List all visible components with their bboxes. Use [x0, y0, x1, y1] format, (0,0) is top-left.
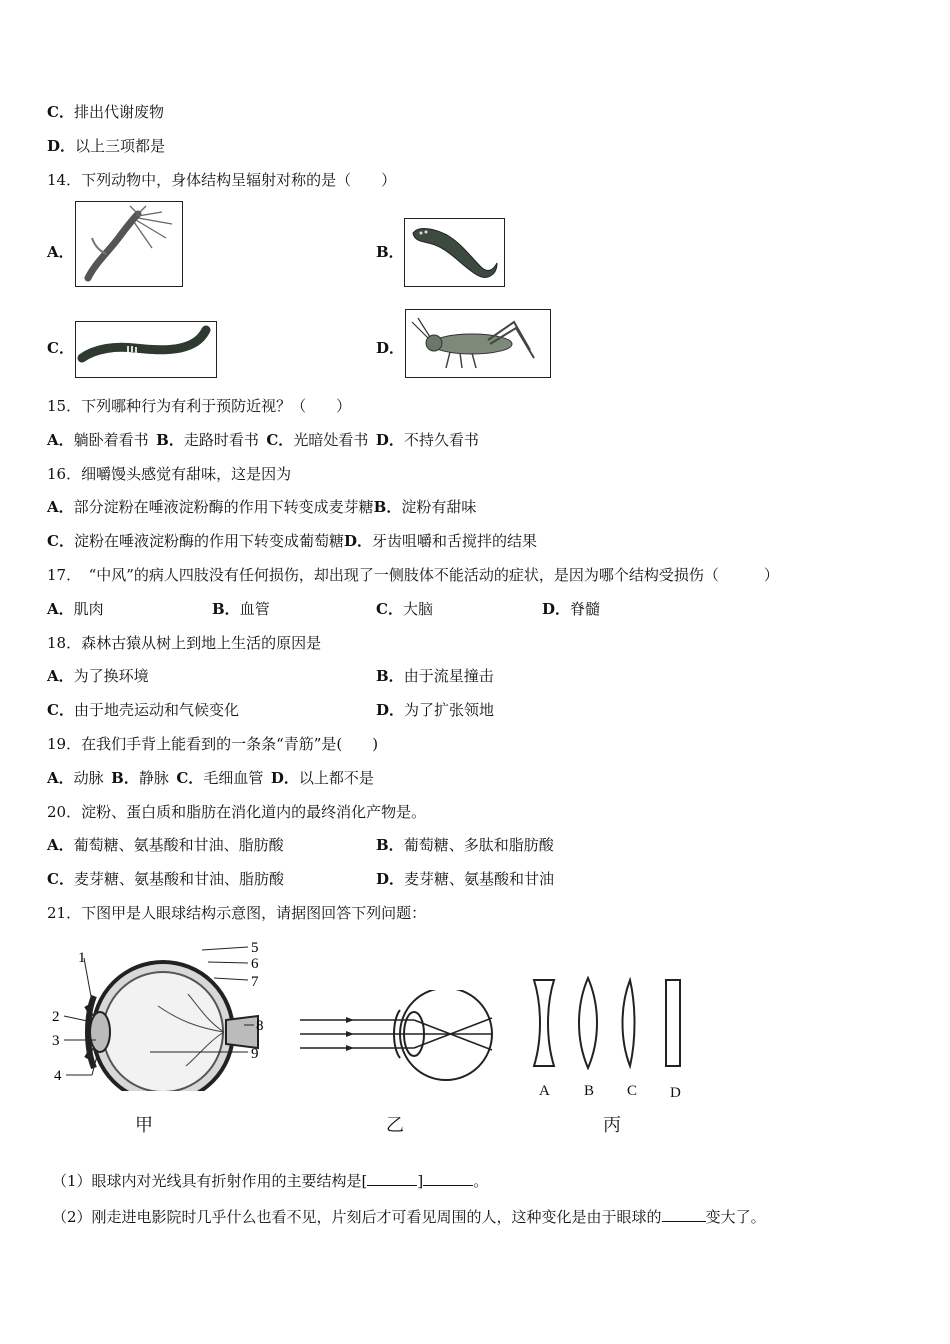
- q18-option-b: B．由于流星撞击: [376, 667, 494, 685]
- q17-option-a: A．肌肉: [47, 600, 104, 618]
- q20-option-b: B．葡萄糖、多肽和脂肪酸: [376, 836, 554, 854]
- lens-label-a: A: [539, 1083, 550, 1099]
- eye-label-1: 1: [78, 950, 86, 966]
- eye-label-3: 3: [52, 1033, 60, 1049]
- figure-caption-jia: 甲: [135, 1115, 153, 1136]
- q15-options: A．躺卧着看书 B．走路时看书 C．光暗处看书 D．不持久看书: [47, 431, 479, 449]
- q17-option-c: C．大脑: [376, 600, 433, 618]
- q19-stem: 19．在我们手背上能看到的一条条“青筋”是( ): [47, 735, 379, 753]
- q13-option-c: C．排出代谢废物: [47, 103, 164, 121]
- q17-option-d: D．脊髓: [542, 600, 601, 618]
- q20-option-c: C．麦芽糖、氨基酸和甘油、脂肪酸: [47, 870, 284, 888]
- grasshopper-image: [405, 309, 551, 378]
- q21-sub2: （2）刚走进电影院时几乎什么也看不见，片刻后才可看见周围的人，这种变化是由于眼球的 变大了。: [52, 1208, 766, 1226]
- answer-blank-2[interactable]: [423, 1170, 473, 1186]
- q14-option-d-label: D．: [376, 339, 405, 357]
- answer-blank-1[interactable]: [367, 1170, 417, 1186]
- q14-option-c-label: C．: [47, 339, 74, 357]
- lens-label-d: D: [670, 1085, 681, 1101]
- q14-option-a-label: A．: [47, 243, 74, 261]
- eye-label-7: 7: [251, 974, 259, 990]
- q14-option-b-label: B．: [376, 243, 404, 261]
- q14-stem: 14．下列动物中，身体结构呈辐射对称的是（ ）: [47, 171, 397, 189]
- q18-option-a: A．为了换环境: [47, 667, 149, 685]
- lens-label-b: B: [584, 1083, 595, 1099]
- lens-label-c: C: [627, 1083, 638, 1099]
- q18-option-d: D．为了扩张领地: [376, 701, 495, 719]
- q16-stem: 16．细嚼馒头感觉有甜味，这是因为: [47, 465, 292, 483]
- q19-options: A．动脉 B．静脉 C．毛细血管 D．以上都不是: [47, 769, 374, 787]
- q16-options-ab: A．部分淀粉在唾液淀粉酶的作用下转变成麦芽糖B．淀粉有甜味: [47, 498, 477, 516]
- q21-stem: 21．下图甲是人眼球结构示意图，请据图回答下列问题：: [47, 904, 427, 922]
- answer-blank-3[interactable]: [662, 1206, 706, 1222]
- q18-option-c: C．由于地壳运动和气候变化: [47, 701, 239, 719]
- q16-options-cd: C．淀粉在唾液淀粉酶的作用下转变成葡萄糖D．牙齿咀嚼和舌搅拌的结果: [47, 532, 537, 550]
- figure-caption-yi: 乙: [386, 1115, 404, 1136]
- eye-label-9: 9: [251, 1046, 259, 1062]
- q17-stem: 17． “中风”的病人四肢没有任何损伤，却出现了一侧肢体不能活动的症状，是因为哪个结构受损伤（ ）: [47, 566, 779, 584]
- lens-diagram: [530, 976, 690, 1070]
- q21-sub1: （1）眼球内对光线具有折射作用的主要结构是[ ] 。: [52, 1172, 489, 1190]
- myopia-ray-diagram: [296, 990, 501, 1090]
- eye-label-8: 8: [256, 1018, 264, 1034]
- q20-option-d: D．麦芽糖、氨基酸和甘油: [376, 870, 555, 888]
- planarian-image: [404, 218, 505, 287]
- q20-stem: 20．淀粉、蛋白质和脂肪在消化道内的最终消化产物是。: [47, 803, 427, 821]
- q17-option-b: B．血管: [212, 600, 270, 618]
- eye-label-4: 4: [54, 1068, 62, 1084]
- q20-option-a: A．葡萄糖、氨基酸和甘油、脂肪酸: [47, 836, 284, 854]
- figure-caption-bing: 丙: [603, 1115, 621, 1136]
- eye-structure-diagram: [48, 936, 278, 1091]
- q15-stem: 15．下列哪种行为有利于预防近视？（ ）: [47, 397, 352, 415]
- eye-label-6: 6: [251, 956, 259, 972]
- q18-stem: 18．森林古猿从树上到地上生活的原因是: [47, 634, 322, 652]
- earthworm-image: [75, 321, 217, 378]
- hydra-image: [75, 201, 183, 287]
- eye-label-2: 2: [52, 1009, 60, 1025]
- q13-option-d: D．以上三项都是: [47, 137, 166, 155]
- eye-label-5: 5: [251, 940, 259, 956]
